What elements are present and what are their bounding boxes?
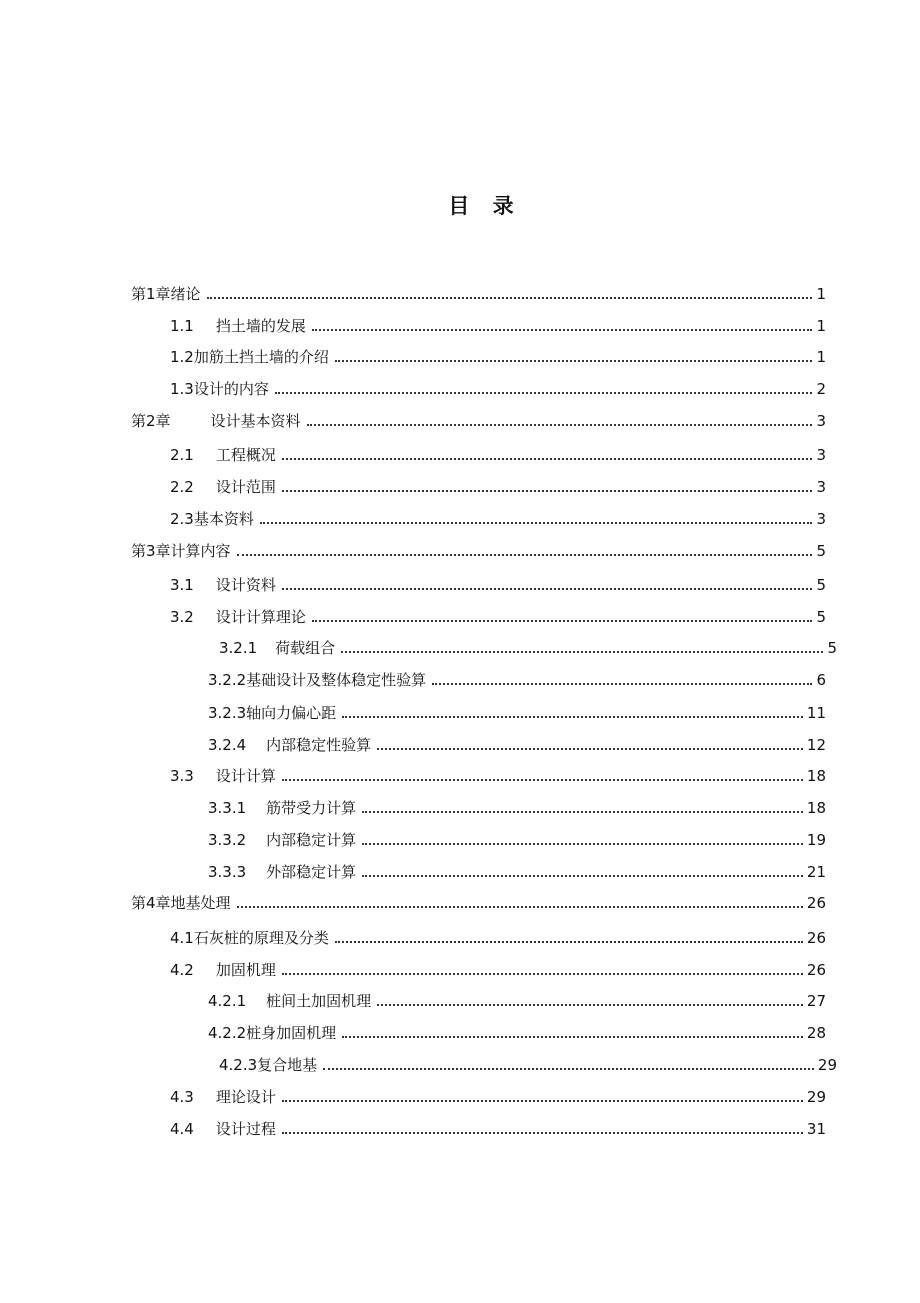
toc-entry-label	[170, 575, 276, 595]
toc-entry-label	[208, 830, 356, 850]
toc-entry	[208, 697, 826, 723]
toc-entry-page-number: 5	[816, 542, 826, 560]
toc-entry-number: 3.3.1	[208, 799, 247, 817]
toc-entry-label	[208, 703, 336, 723]
toc-entry-text: 筋带受力计算	[266, 799, 357, 817]
toc-entry-text: 内部稳定性验算	[266, 736, 372, 754]
toc-dot-leader	[377, 1004, 803, 1006]
toc-entry-number: 第3章	[131, 542, 171, 560]
toc-entry-page-number: 2	[816, 380, 826, 398]
toc-dot-leader	[282, 588, 813, 590]
toc-entry-number: 4.2.1	[208, 992, 247, 1010]
toc-entry-number: 4.2	[170, 961, 194, 979]
toc-entry-label	[170, 509, 254, 529]
toc-entry-text: 桩间土加固机理	[266, 992, 372, 1010]
toc-entry-number: 1.1	[170, 317, 194, 335]
toc-entry-text: 轴向力偏心距	[246, 704, 337, 722]
toc-entry	[131, 405, 826, 431]
toc-entry-page-number: 3	[816, 446, 826, 464]
toc-dot-leader	[342, 1036, 803, 1038]
toc-dot-leader	[362, 875, 803, 877]
toc-dot-leader	[341, 651, 823, 653]
toc-entry-text: 工程概况	[215, 446, 276, 464]
toc-entry	[208, 1017, 826, 1043]
toc-entry-text: 加固机理	[215, 961, 276, 979]
toc-entry-text: 理论设计	[215, 1088, 276, 1106]
toc-entry-number: 3.2.4	[208, 736, 247, 754]
toc-entry	[170, 471, 826, 497]
toc-entry-page-number: 18	[806, 799, 826, 817]
toc-entry-number: 3.3.2	[208, 831, 247, 849]
toc-entry-text: 设计资料	[215, 576, 276, 594]
toc-entry-label	[170, 347, 329, 367]
toc-dot-leader	[275, 392, 813, 394]
toc-entry-label	[131, 541, 231, 561]
toc-entry-page-number: 18	[806, 767, 826, 785]
toc-dot-leader	[237, 554, 813, 556]
toc-entry-page-number: 6	[816, 671, 826, 689]
toc-entry-label	[170, 316, 306, 336]
toc-entry-number: 2.2	[170, 478, 194, 496]
toc-entry-label	[170, 960, 276, 980]
toc-entry	[170, 373, 826, 399]
toc-entry-page-number: 21	[806, 863, 826, 881]
toc-entry-number: 4.2.2	[208, 1024, 247, 1042]
toc-entry-text: 复合地基	[257, 1056, 318, 1074]
toc-entry-number: 2.3	[170, 510, 194, 528]
toc-entry-text: 设计范围	[215, 478, 276, 496]
toc-entry	[170, 760, 826, 786]
toc-dot-leader	[282, 973, 803, 975]
toc-entry-page-number: 11	[806, 704, 826, 722]
toc-entry	[131, 278, 826, 304]
toc-entry-page-number: 26	[806, 929, 826, 947]
toc-entry-label	[131, 893, 231, 913]
toc-entry-page-number: 1	[816, 348, 826, 366]
toc-entry-number: 3.3	[170, 767, 194, 785]
toc-entry-page-number: 29	[817, 1056, 837, 1074]
toc-entry-number: 4.4	[170, 1120, 194, 1138]
toc-entry-number: 3.2	[170, 608, 194, 626]
toc-entry-number: 1.3	[170, 380, 194, 398]
toc-dot-leader	[260, 522, 813, 524]
toc-entry-label	[208, 735, 371, 755]
toc-entry-page-number: 1	[816, 285, 826, 303]
toc-entry-page-number: 19	[806, 831, 826, 849]
toc-entry-label	[170, 766, 276, 786]
toc-dot-leader	[362, 843, 803, 845]
toc-entry-number: 4.2.3	[219, 1056, 258, 1074]
toc-dot-leader	[342, 716, 803, 718]
toc-entry	[208, 824, 826, 850]
toc-entry-number: 1.2	[170, 348, 194, 366]
toc-entry-label	[208, 991, 371, 1011]
toc-entry-label	[170, 477, 276, 497]
toc-entry-text: 地基处理	[170, 894, 231, 912]
toc-entry-page-number: 31	[806, 1120, 826, 1138]
toc-entry-text: 设计过程	[215, 1120, 276, 1138]
toc-entry-label	[208, 798, 356, 818]
toc-entry-number: 2.1	[170, 446, 194, 464]
toc-entry-page-number: 26	[806, 961, 826, 979]
toc-entry-page-number: 3	[816, 510, 826, 528]
toc-entry-number: 第4章	[131, 894, 171, 912]
toc-entry-text: 桩身加固机理	[246, 1024, 337, 1042]
toc-entry-page-number: 5	[816, 608, 826, 626]
toc-dot-leader	[207, 297, 813, 299]
toc-dot-leader	[282, 1100, 803, 1102]
toc-entry	[131, 887, 826, 913]
toc-entry-page-number: 1	[816, 317, 826, 335]
toc-entry	[170, 1113, 826, 1139]
toc-entry-page-number: 28	[806, 1024, 826, 1042]
toc-entry-page-number: 29	[806, 1088, 826, 1106]
toc-entry-label	[170, 607, 306, 627]
toc-entry-label	[170, 1119, 276, 1139]
toc-entry-number: 3.1	[170, 576, 194, 594]
toc-entry	[170, 1081, 826, 1107]
toc-dot-leader	[312, 620, 813, 622]
toc-entry-label	[219, 638, 335, 658]
toc-entry-number: 3.3.3	[208, 863, 247, 881]
toc-entry-number: 3.2.3	[208, 704, 247, 722]
toc-entry	[170, 341, 826, 367]
toc-entry-text: 荷载组合	[275, 639, 336, 657]
toc-entry	[208, 664, 826, 690]
toc-dot-leader	[335, 360, 813, 362]
toc-entry-number: 3.2.1	[219, 639, 258, 657]
toc-entry-label	[170, 379, 269, 399]
toc-dot-leader	[377, 748, 803, 750]
toc-entry-page-number: 12	[806, 736, 826, 754]
toc-entry	[208, 729, 826, 755]
toc-entry	[131, 535, 826, 561]
toc-dot-leader	[282, 458, 813, 460]
toc-entry-text: 设计基本资料	[210, 412, 301, 430]
toc-entry	[170, 310, 826, 336]
toc-entry-number: 第2章	[131, 412, 171, 430]
toc-entry-page-number: 27	[806, 992, 826, 1010]
toc-entry-label	[170, 928, 329, 948]
toc-entry-label	[170, 445, 276, 465]
toc-entry-label	[208, 670, 426, 690]
toc-dot-leader	[282, 1132, 803, 1134]
toc-entry	[208, 792, 826, 818]
toc-entry-number: 4.1	[170, 929, 194, 947]
toc-entry-number: 4.3	[170, 1088, 194, 1106]
toc-dot-leader	[432, 683, 812, 685]
toc-entry	[219, 1049, 837, 1075]
toc-entry-page-number: 3	[816, 412, 826, 430]
toc-dot-leader	[282, 490, 813, 492]
toc-entry	[208, 985, 826, 1011]
toc-dot-leader	[362, 811, 803, 813]
toc-entry-label	[131, 411, 301, 431]
toc-dot-leader	[335, 941, 803, 943]
toc-entry-label	[131, 284, 201, 304]
toc-dot-leader	[312, 329, 813, 331]
toc-entry	[170, 569, 826, 595]
toc-entry-text: 设计计算	[215, 767, 276, 785]
toc-entry-number: 3.2.2	[208, 671, 247, 689]
toc-entry-text: 绪论	[170, 285, 201, 303]
toc-entry	[219, 632, 837, 658]
toc-entry-text: 加筋土挡土墙的介绍	[193, 348, 329, 366]
toc-entry-label	[208, 1023, 336, 1043]
toc-entry-text: 设计计算理论	[215, 608, 306, 626]
toc-entry-text: 基础设计及整体稳定性验算	[246, 671, 427, 689]
toc-entry-page-number: 3	[816, 478, 826, 496]
toc-dot-leader	[323, 1068, 814, 1070]
toc-entry-text: 挡土墙的发展	[215, 317, 306, 335]
toc-entry	[208, 856, 826, 882]
toc-title: 目 录	[448, 194, 522, 218]
toc-entry-label	[208, 862, 356, 882]
toc-entry-page-number: 5	[827, 639, 837, 657]
toc-dot-leader	[282, 779, 803, 781]
toc-entry	[170, 439, 826, 465]
toc-entry	[170, 601, 826, 627]
toc-entry-text: 石灰桩的原理及分类	[193, 929, 329, 947]
toc-entry-page-number: 26	[806, 894, 826, 912]
toc-entry-number: 第1章	[131, 285, 171, 303]
toc-entry-text: 外部稳定计算	[266, 863, 357, 881]
toc-entry	[170, 954, 826, 980]
toc-entry-text: 内部稳定计算	[266, 831, 357, 849]
toc-entry	[170, 922, 826, 948]
toc-dot-leader	[307, 424, 813, 426]
toc-entry-label	[170, 1087, 276, 1107]
toc-entry-text: 设计的内容	[193, 380, 269, 398]
toc-entry-label	[219, 1055, 317, 1075]
toc-entry	[170, 503, 826, 529]
toc-entry-page-number: 5	[816, 576, 826, 594]
toc-entry-text: 计算内容	[170, 542, 231, 560]
toc-dot-leader	[237, 906, 803, 908]
toc-entry-text: 基本资料	[193, 510, 254, 528]
